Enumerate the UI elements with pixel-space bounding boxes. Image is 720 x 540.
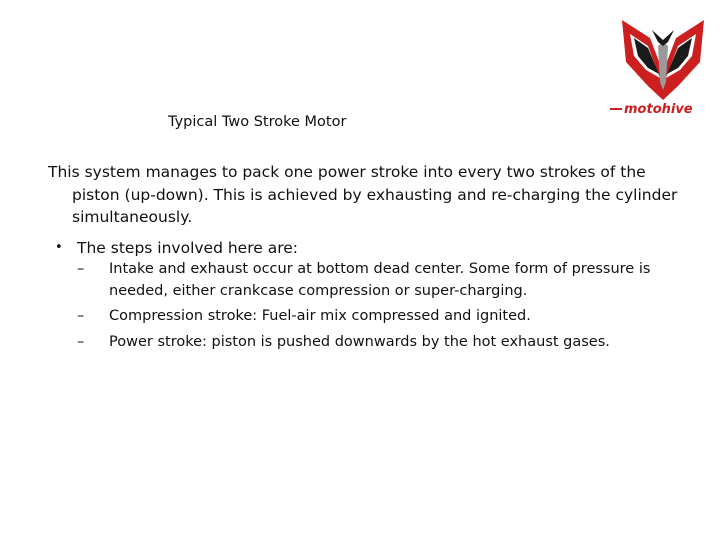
slide-title: Typical Two Stroke Motor [168, 114, 347, 130]
bullet-text: The steps involved here are: [77, 238, 298, 257]
sub-item [48, 306, 688, 328]
bullet-marker: • [55, 239, 63, 255]
motohive-wordmark [610, 98, 716, 118]
sub-item [48, 332, 688, 354]
slide-body [48, 161, 688, 357]
sub-item-text: Compression stroke: Fuel-air mix compressed and ignited. [109, 308, 531, 324]
sub-item [48, 259, 688, 302]
dash-marker: – [77, 308, 85, 324]
bullet-item [48, 237, 688, 260]
dash-marker: – [77, 261, 85, 277]
sub-list [48, 259, 688, 353]
wordmark-text: motohive [624, 102, 693, 117]
intro-paragraph: This system manages to pack one power stroke into every two strokes of the piston (up-down). This is achieved by exhausting and re-charging the cylinder simultaneously. [48, 163, 678, 226]
sub-item-text: Power stroke: piston is pushed downwards by the hot exhaust gases. [109, 333, 610, 350]
sub-item-text: Intake and exhaust occur at bottom dead center. Some form of pressure is needed, either crankcase compression or super-charging. [109, 261, 651, 299]
dash-marker: – [77, 333, 85, 350]
